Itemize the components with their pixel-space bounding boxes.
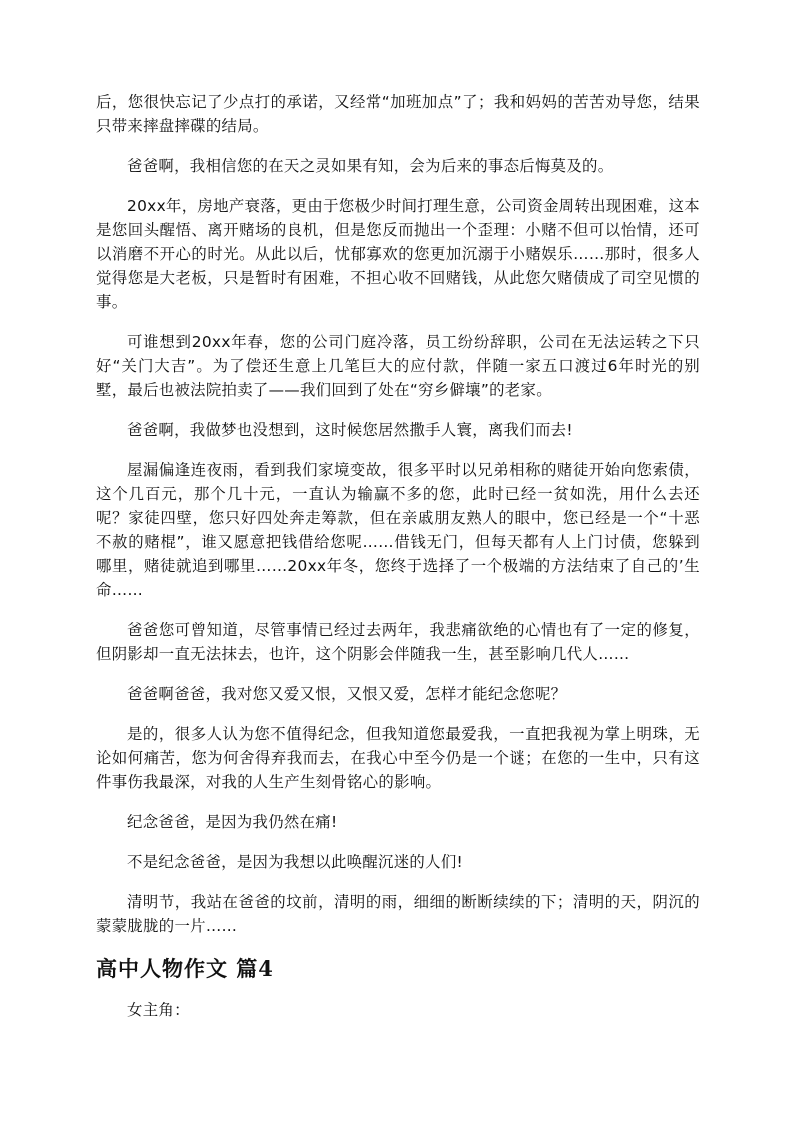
paragraph-8: 爸爸啊爸爸，我对您又爱又恨，又恨又爱，怎样才能纪念您呢？ bbox=[127, 685, 567, 703]
paragraph-4: 可谁想到20xx年春，您的公司门庭冷落，员工纷纷辞职，公司在无法运转之下只好“关门大吉”。为了偿还生意上几笔巨大的应付款，伴随一家五口渡过6年时光的别墅，最后也被法院拍卖了——我们回到了处在“穷乡僻壤”的老家。 bbox=[96, 333, 700, 399]
section-heading: 高中人物作文 篇4 bbox=[96, 956, 274, 981]
closing-paragraph: 女主角： bbox=[127, 1001, 190, 1019]
paragraph-7: 爸爸您可曾知道，尽管事情已经过去两年，我悲痛欲绝的心情也有了一定的修复，但阴影却一直无法抹去，也许，这个阴影会伴随我一生，甚至影响几代人…… bbox=[96, 621, 700, 663]
paragraph-2: 爸爸啊，我相信您的在天之灵如果有知，会为后来的事态后悔莫及的。 bbox=[127, 157, 614, 175]
paragraph-11: 不是纪念爸爸，是因为我想以此唤醒沉迷的人们! bbox=[127, 853, 463, 871]
paragraph-9: 是的，很多人认为您不值得纪念，但我知道您最爱我，一直把我视为掌上明珠，无论如何痛苦，您为何舍得弃我而去，在我心中至今仍是一个谜；在您的一生中，只有这件事伤我最深，对我的人生产生刻骨铭心的影响。 bbox=[96, 725, 700, 791]
paragraph-12: 清明节，我站在爸爸的坟前，清明的雨，细细的断断续续的下；清明的天，阴沉的蒙蒙胧胧的一片…… bbox=[96, 893, 700, 935]
document-page bbox=[96, 90, 700, 1038]
paragraph-10: 纪念爸爸，是因为我仍然在痛! bbox=[127, 813, 338, 831]
paragraph-3: 20xx年，房地产衰落，更由于您极少时间打理生意，公司资金周转出现困难，这本是您回头醒悟、离开赌场的良机，但是您反而抛出一个歪理：小赌不但可以怡情，还可以消磨不开心的时光。从此以后，忧郁寡欢的您更加沉溺于小赌娱乐……那时，很多人觉得您是大老板，只是暂时有困难，不担心收不回赌钱，从此您欠赌债成了司空见惯的事。 bbox=[96, 197, 700, 311]
paragraph-5: 爸爸啊，我做梦也没想到，这时候您居然撒手人寰，离我们而去! bbox=[127, 421, 573, 439]
paragraph-6: 屋漏偏逢连夜雨，看到我们家境变故，很多平时以兄弟相称的赌徒开始向您索债，这个几百元，那个几十元，一直认为输赢不多的您，此时已经一贫如洗，用什么去还呢？家徒四壁，您只好四处奔走筹款，但在亲戚朋友熟人的眼中，您已经是一个“十恶不赦的赌棍”，谁又愿意把钱借给您呢……借钱无门，但每天都有人上门讨债，您躲到哪里，赌徒就追到哪里……20xx年冬，您终于选择了一个极端的方法结束了自己的’生命…… bbox=[96, 461, 700, 599]
paragraph-1: 后，您很快忘记了少点打的承诺，又经常“加班加点”了；我和妈妈的苦苦劝导您，结果只带来摔盘摔碟的结局。 bbox=[96, 93, 700, 135]
